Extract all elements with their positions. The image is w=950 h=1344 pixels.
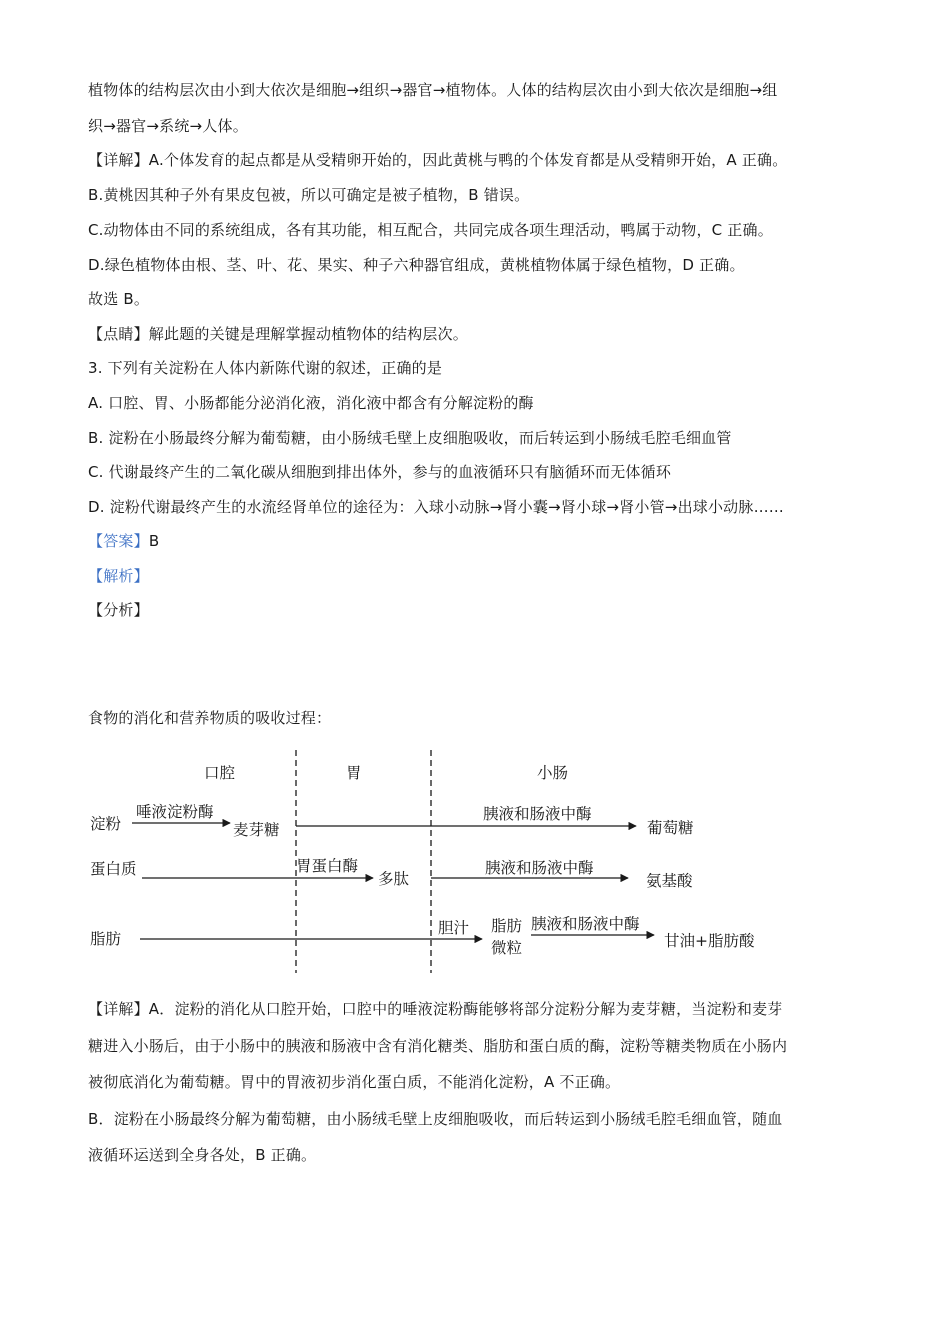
starch-product1: 麦芽糖 [233,821,280,839]
fat-product1-line2: 微粒 [491,939,523,957]
starch-enzyme1: 唾液淀粉酶 [136,803,214,821]
option-d: D. 淀粉代谢最终产生的水流经肾单位的途径为：入球小动脉→肾小囊→肾小球→肾小管→出球小动脉…… [88,498,784,516]
diagram-intro: 食物的消化和营养物质的吸收过程： [88,709,332,727]
paragraph-line: C.动物体由不同的系统组成，各有其功能，相互配合，共同完成各项生理活动，鸭属于动物，C 正确。 [88,221,773,239]
digestion-diagram [80,745,800,975]
protein-label: 蛋白质 [90,860,137,878]
header-mouth: 口腔 [204,764,236,782]
answer-line [88,531,159,551]
option-b: B. 淀粉在小肠最终分解为葡萄糖，由小肠绒毛壁上皮细胞吸收，而后转运到小肠绒毛腔毛细血管 [88,429,732,447]
fenxi-label: 【分析】 [88,601,149,619]
protein-enzyme2: 胰液和肠液中酶 [485,859,594,877]
explanation-line: 液循环运送到全身各处，B 正确。 [88,1146,317,1164]
explanation-line: 被彻底消化为葡萄糖。胃中的胃液初步消化蛋白质，不能消化淀粉，A 不正确。 [88,1073,621,1091]
paragraph-line: B.黄桃因其种子外有果皮包被，所以可确定是被子植物，B 错误。 [88,186,530,204]
fat-bile: 胆汁 [438,919,470,937]
fat-product1-line1: 脂肪 [491,917,523,935]
answer-label: 【答案】 [88,532,149,550]
option-a: A. 口腔、胃、小肠都能分泌消化液，消化液中都含有分解淀粉的酶 [88,394,534,412]
protein-product2: 氨基酸 [646,872,693,890]
starch-label: 淀粉 [90,815,122,833]
paragraph-line: 【点睛】解此题的关键是理解掌握动植物体的结构层次。 [88,325,469,343]
protein-product1: 多肽 [378,870,410,888]
fat-product2: 甘油+脂肪酸 [664,932,755,950]
paragraph-line: 【详解】A.个体发育的起点都是从受精卵开始的，因此黄桃与鸭的个体发育都是从受精卵开始，A 正确。 [88,151,788,169]
fat-label: 脂肪 [90,930,122,948]
answer-value: B [148,532,160,550]
analysis-label: 【解析】 [88,567,149,585]
starch-enzyme2: 胰液和肠液中酶 [483,805,592,823]
header-stomach: 胃 [346,764,362,782]
option-c: C. 代谢最终产生的二氧化碳从细胞到排出体外，参与的血液循环只有脑循环而无体循环 [88,463,672,481]
paragraph-line: 织→器官→系统→人体。 [88,117,248,135]
header-intestine: 小肠 [537,764,569,782]
paragraph-line: 植物体的结构层次由小到大依次是细胞→组织→器官→植物体。人体的结构层次由小到大依次是细胞→组 [88,81,778,99]
explanation-line: 【详解】A．淀粉的消化从口腔开始，口腔中的唾液淀粉酶能够将部分淀粉分解为麦芽糖，当淀粉和麦芽 [88,1000,783,1018]
paragraph-line: 故选 B。 [88,290,150,308]
protein-enzyme1: 胃蛋白酶 [296,857,359,875]
starch-product2: 葡萄糖 [647,819,694,837]
explanation-line: B．淀粉在小肠最终分解为葡萄糖，由小肠绒毛壁上皮细胞吸收，而后转运到小肠绒毛腔毛细血管，随血 [88,1110,783,1128]
explanation-line: 糖进入小肠后，由于小肠中的胰液和肠液中含有消化糖类、脂肪和蛋白质的酶，淀粉等糖类物质在小肠内 [88,1037,788,1055]
paragraph-line: D.绿色植物体由根、茎、叶、花、果实、种子六种器官组成，黄桃植物体属于绿色植物，D 正确。 [88,256,745,274]
question-stem: 3. 下列有关淀粉在人体内新陈代谢的叙述，正确的是 [88,359,443,377]
fat-enzyme2: 胰液和肠液中酶 [531,915,640,933]
